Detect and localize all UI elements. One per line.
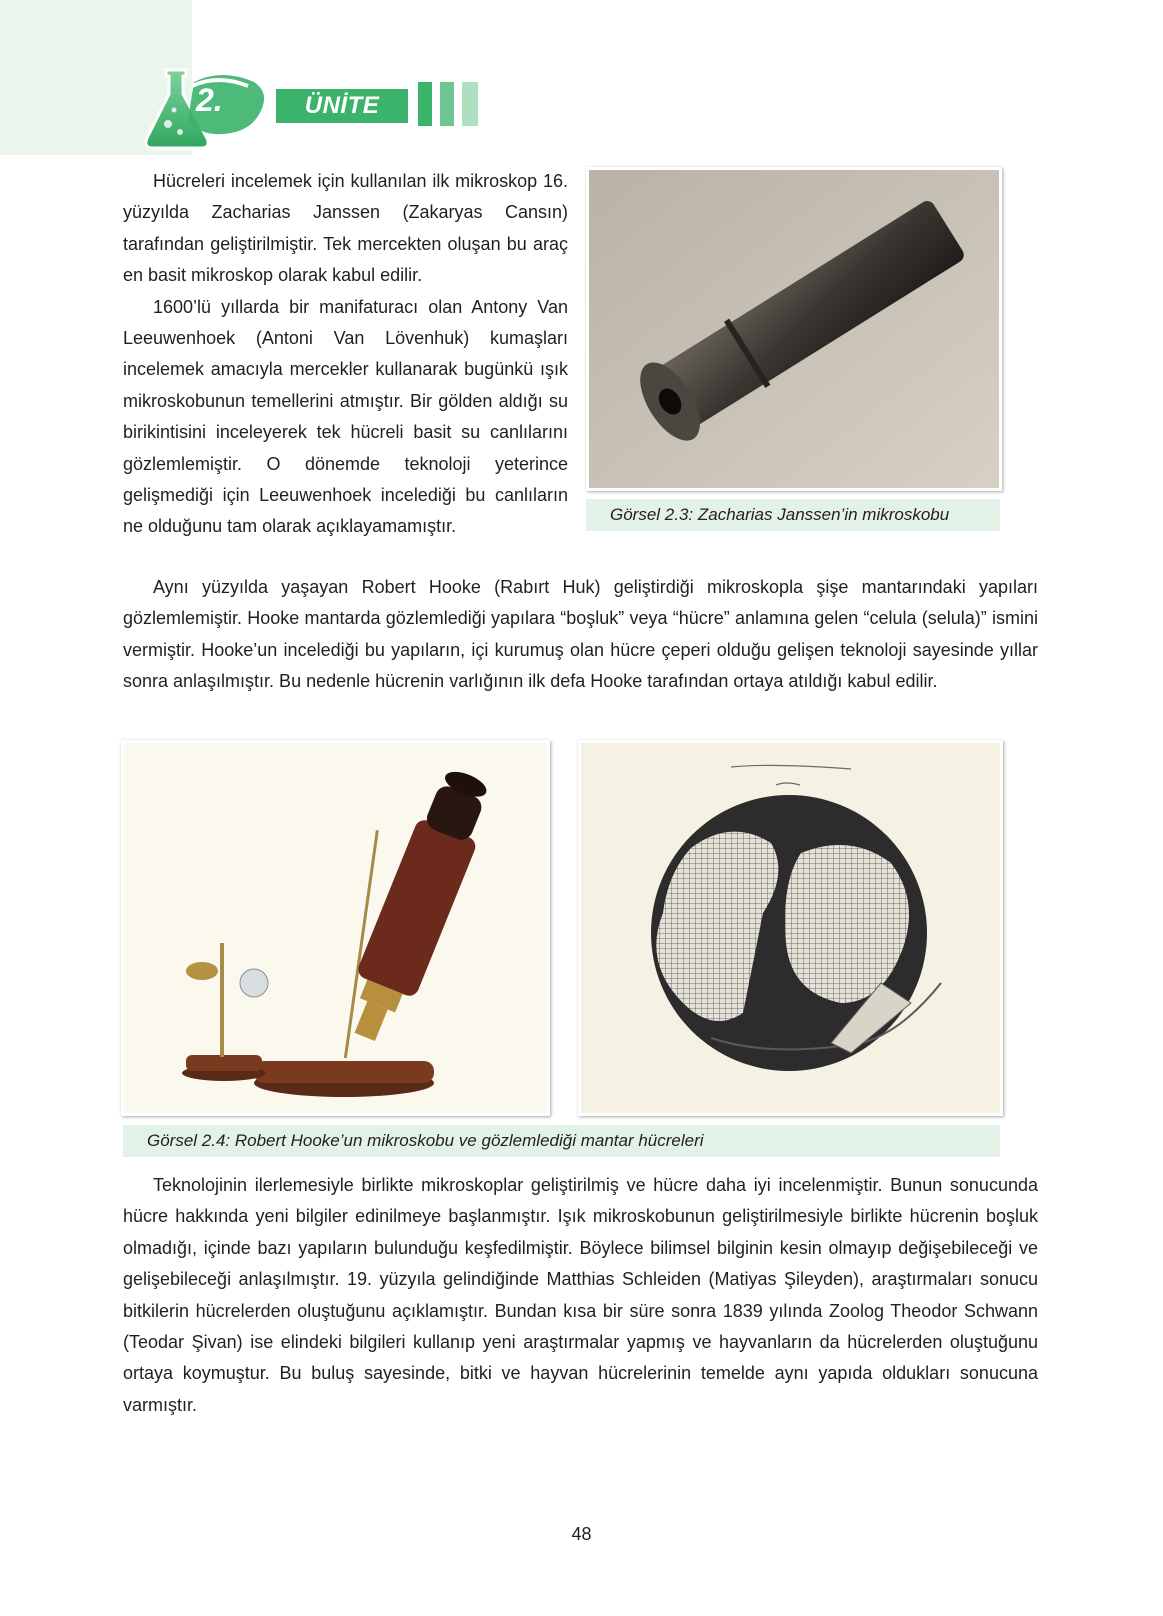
paragraph: Hücreleri incelemek için kullanılan ilk mikroskop 16. yüzyılda Zacharias Janssen (Zakaryas Cansın) tarafından geliştirilmiştir. Tek mercekten oluşan bu araç en basit mikroskop olarak kabul edilir. [123,171,568,286]
janssen-microscope-photo [586,167,1002,491]
unit-number: 2. [196,82,223,118]
header-bar [440,82,454,126]
header-bar [462,82,478,126]
figure-caption: Görsel 2.3: Zacharias Janssen’in mikroskobu [586,499,1000,531]
header-bar [418,82,432,126]
intro-text [123,166,568,543]
hooke-microscope-photo [121,740,550,1116]
bottom-text [123,1170,1038,1421]
page-number: 48 [571,1524,592,1544]
paragraph: 1600’lü yıllarda bir manifaturacı olan Antony Van Leeuwenhoek (Antoni Van Lövenhuk) kumaşları incelemek amacıyla mercekler kullanarak bugünkü ışık mikroskobunun temellerini atmıştır. Bir gölden aldığı su birikintisini inceleyerek tek hücreli basit su canlılarını gözlemlemiştir. O dönemde teknoloji yeterince gelişmediği için Leeuwenhoek incelediği bu canlıların ne olduğunu tam olarak açıklayamamıştır. [123,296,568,537]
paragraph: Aynı yüzyılda yaşayan Robert Hooke (Rabırt Huk) geliştirdiği mikroskopla şişe mantarındaki yapıları gözlemlemiştir. Hooke mantarda gözlemlediği yapılara “boşluk” veya “hücre” anlamına gelen “celula (selula)” ismini vermiştir. Hooke’un incelediği bu yapıların, içi kurumuş olan hücre çeperi olduğu gelişen teknoloji sayesinde yıllar sonra anlaşılmıştır. Bu nedenle hücrenin varlığının ilk defa Hooke tarafından ortaya atıldığı kabul edilir. [123,577,1038,692]
hooke-text [123,572,1038,698]
cork-cells-drawing [578,740,1003,1116]
unit-title: ÜNİTE [276,89,408,123]
paragraph: Teknolojinin ilerlemesiyle birlikte mikroskoplar geliştirilmiş ve hücre daha iyi incelenmiştir. Bunun sonucunda hücre hakkında yeni bilgiler edinilmeye başlanmıştır. Işık mikroskobunun geliştirilmesiyle birlikte hücrenin boşluk olmadığı, içinde bazı yapıların bulunduğu keşfedilmiştir. Böylece bilimsel bilginin kesin olmayıp değişebileceği ve gelişebileceği anlaşılmıştır. 19. yüzyıla gelindiğinde Matthias Schleiden (Matiyas Şileyden), araştırmaları sonucu bitkilerin hücrelerden oluştuğunu açıklamıştır. Bundan kısa bir süre sonra 1839 yılında Zoolog Theodor Schwann (Teodar Şivan) ise elindeki bilgileri kullanıp yeni araştırmalar yapmış ve hayvanların da hücrelerden oluştuğunu ortaya koymuştur. Bu buluş sayesinde, bitki ve hayvan hücrelerinin temelde aynı yapıda oldukları sonucuna varmıştır. [123,1175,1038,1415]
figure-caption: Görsel 2.4: Robert Hooke’un mikroskobu ve gözlemlediği mantar hücreleri [123,1125,1000,1157]
unit-header [140,64,460,160]
